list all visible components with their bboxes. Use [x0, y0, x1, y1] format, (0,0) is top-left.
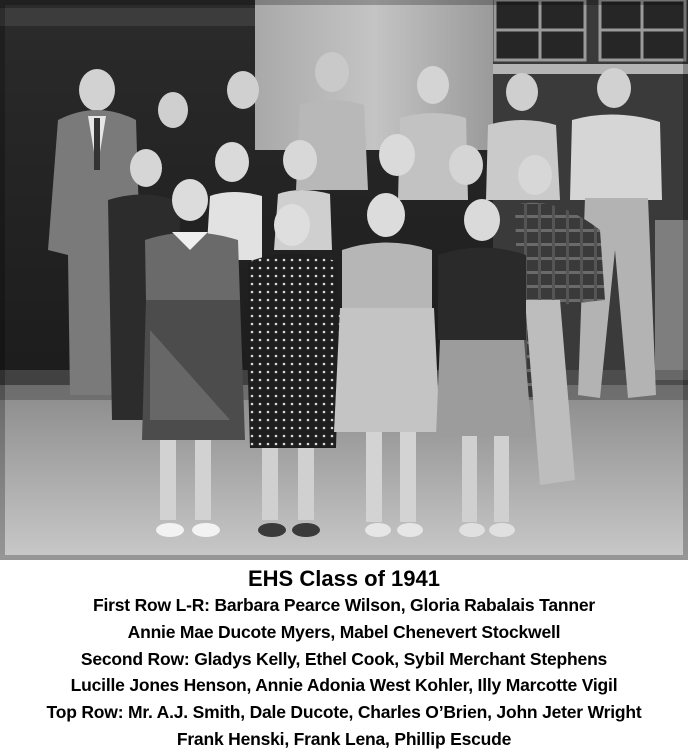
caption-line-top-row-cont: Frank Henski, Frank Lena, Phillip Escude	[176, 728, 512, 749]
caption-line-first-row: First Row L-R: Barbara Pearce Wilson, Gloria Rabalais Tanner	[93, 595, 595, 615]
caption-line-second-row-cont: Lucille Jones Henson, Annie Adonia West Kohler, Illy Marcotte Vigil	[70, 675, 618, 696]
caption-line-top-row: Top Row: Mr. A.J. Smith, Dale Ducote, Charles O’Brien, John Jeter Wright	[46, 702, 642, 723]
caption-title: EHS Class of 1941	[248, 566, 440, 591]
caption-line-second-row: Second Row: Gladys Kelly, Ethel Cook, Sybil Merchant Stephens	[80, 648, 608, 669]
photo-caption	[0, 560, 688, 750]
caption-line-first-row-cont: Annie Mae Ducote Myers, Mabel Chenevert Stockwell	[127, 621, 561, 642]
